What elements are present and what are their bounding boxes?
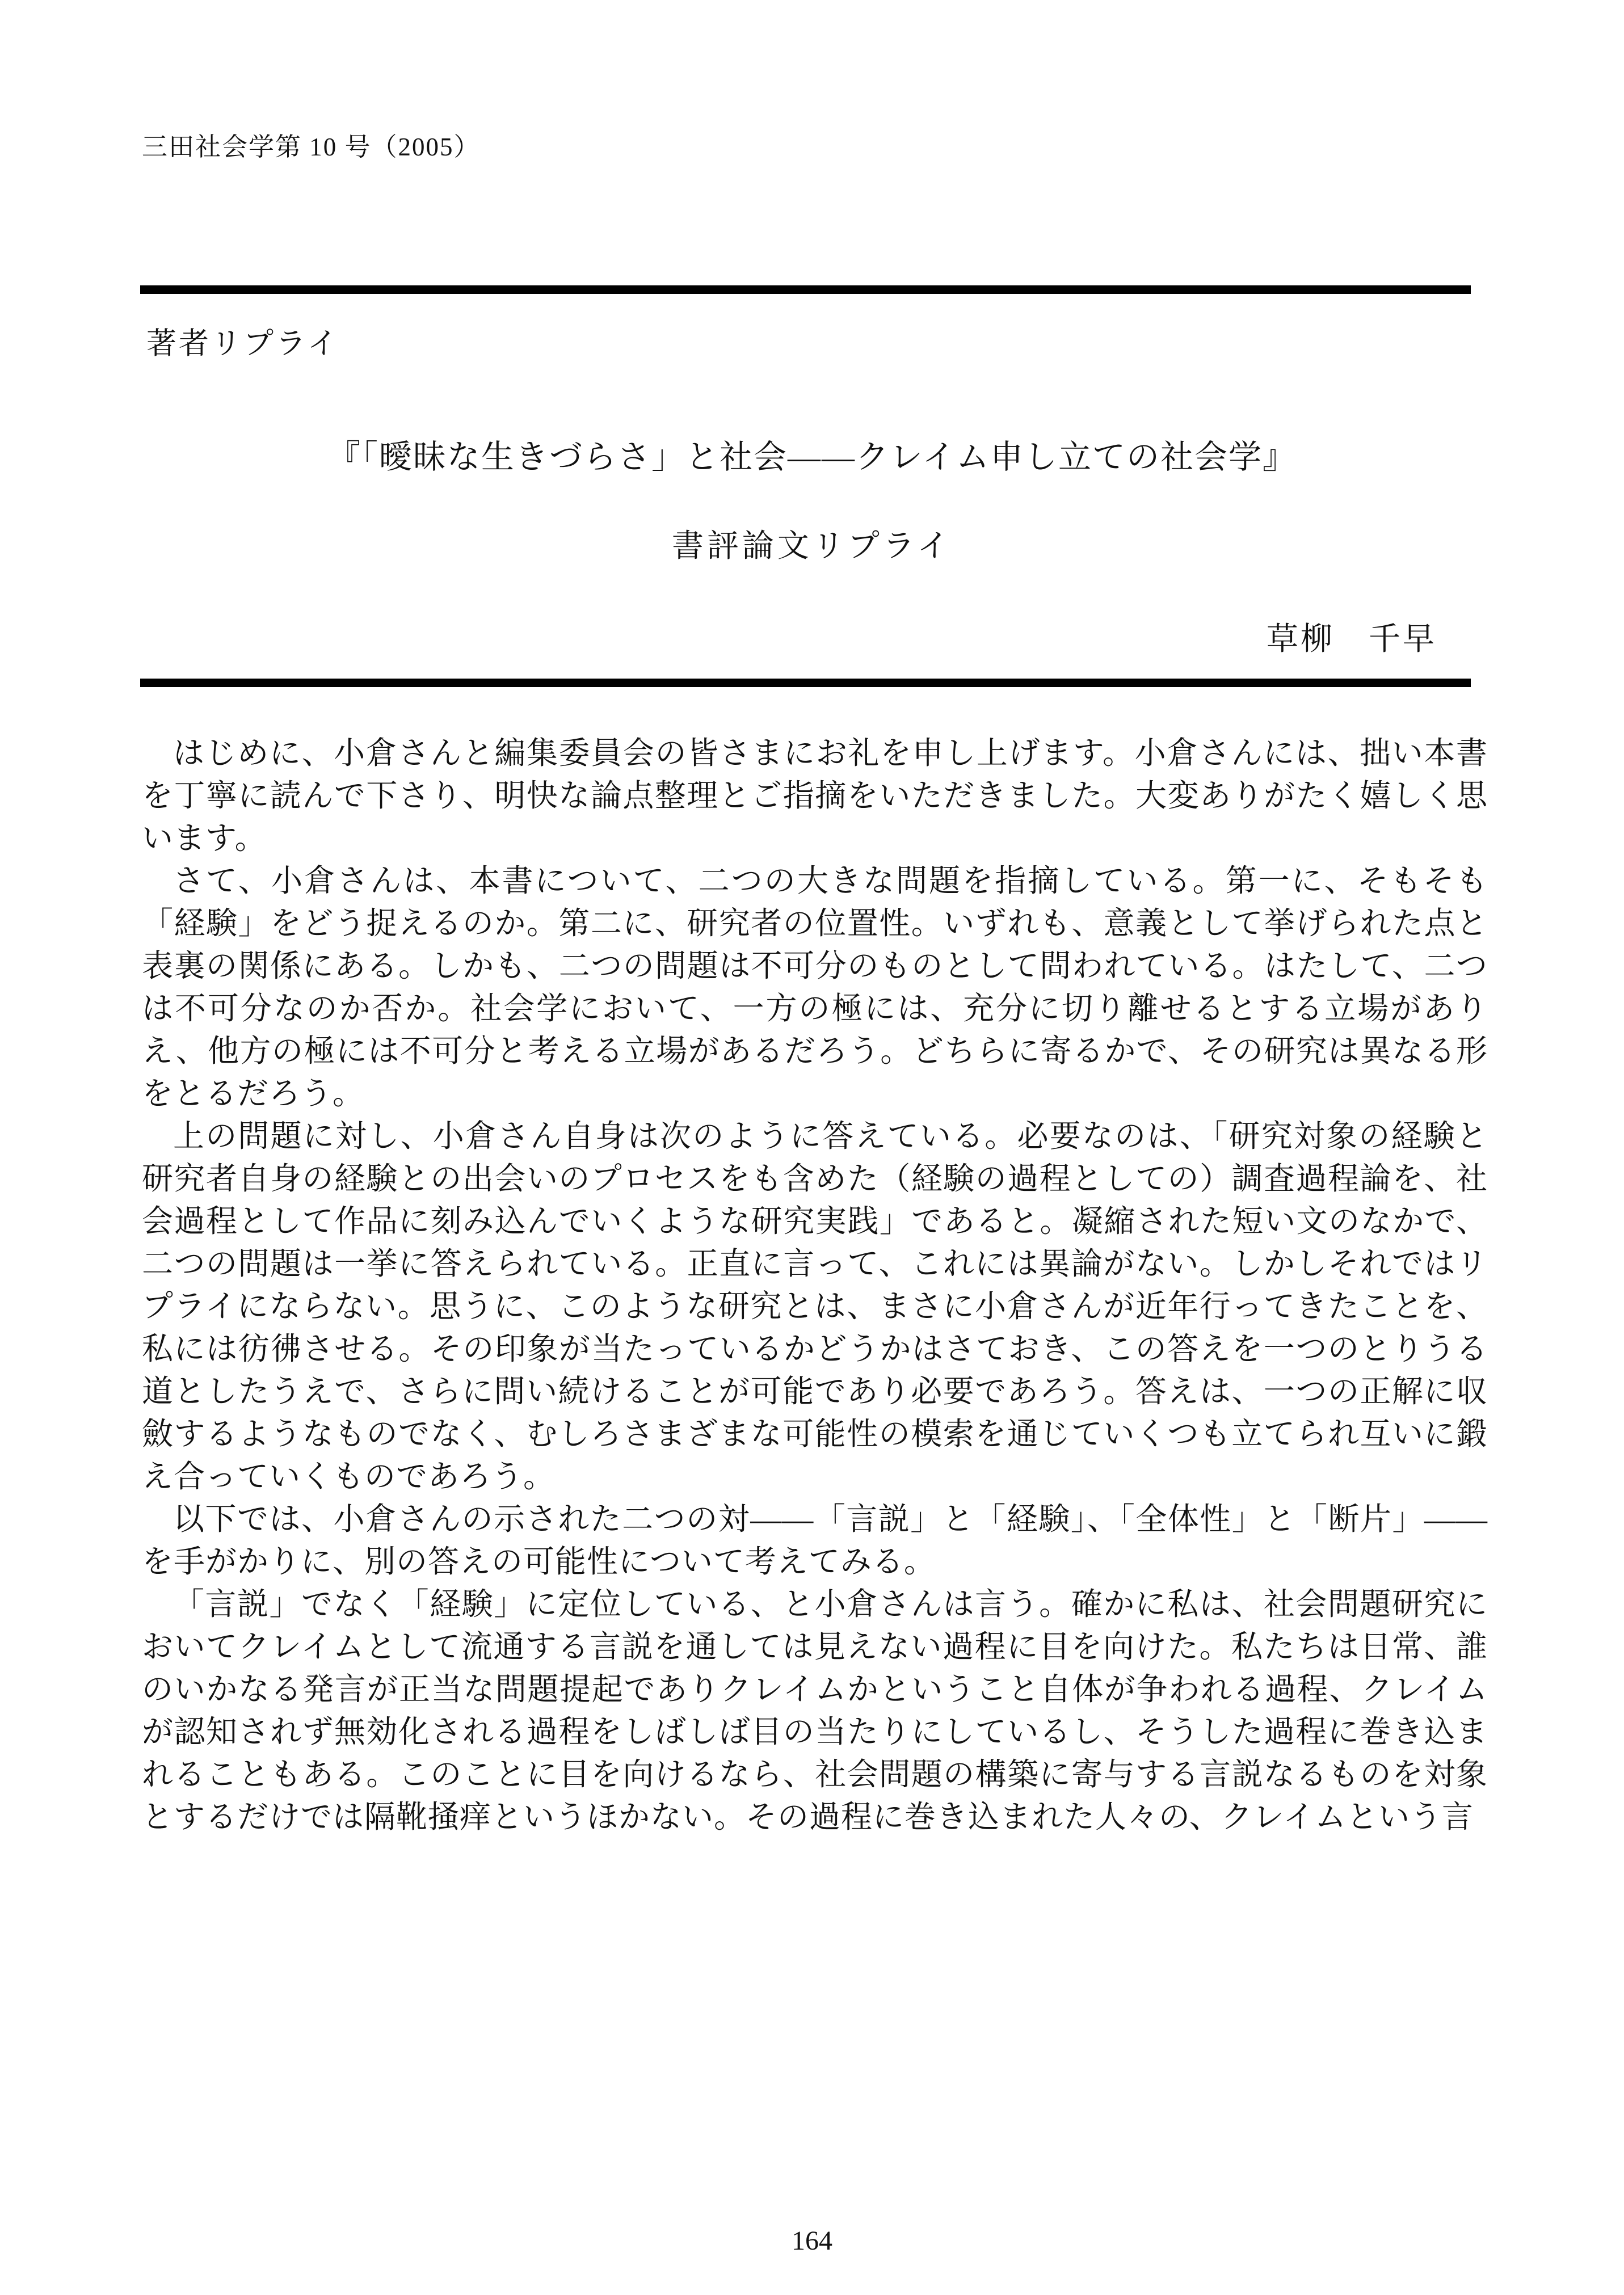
article-subtitle: 書評論文リプライ bbox=[671, 529, 953, 564]
journal-header: 三田社会学第 10 号（2005） bbox=[142, 133, 481, 161]
paragraph-2: さて、小倉さんは、本書について、二つの大きな問題を指摘している。第一に、そもそも「経験」をどう捉えるのか。第二に、研究者の位置性。いずれも、意義として挙げられた点と表裏の関係にある。しかも、二つの問題は不可分のものとして問われている。はたして、二つは不可分なのか否か。社会学において、一方の極には、充分に切り離せるとする立場がありえ、他方の極には不可分と考える立場があるだろう。どちらに寄るかで、その研究は異なる形をとるだろう。 bbox=[142, 864, 1488, 1111]
top-rule bbox=[140, 285, 1471, 294]
article-title: 『「曖昧な生きづらさ」と社会――クレイム申し立ての社会学』 bbox=[327, 439, 1297, 475]
article-body bbox=[142, 732, 1488, 1838]
bottom-rule bbox=[140, 679, 1471, 687]
paragraph-3: 上の問題に対し、小倉さん自身は次のように答えている。必要なのは、「研究対象の経験と研究者自身の経験との出会いのプロセスをも含めた（経験の過程としての）調査過程論を、社会過程として作品に刻み込んでいくような研究実践」であると。凝縮された短い文のなかで、二つの問題は一挙に答えられている。正直に言って、これには異論がない。しかしそれではリプライにならない。思うに、このような研究とは、まさに小倉さんが近年行ってきたことを、私には彷彿させる。その印象が当たっているかどうかはさておき、この答えを一つのとりうる道としたうえで、さらに問い続けることが可能であり必要であろう。答えは、一つの正解に収斂するようなものでなく、むしろさまざまな可能性の模索を通じていくつも立てられ互いに鍛え合っていくものであろう。 bbox=[142, 1119, 1488, 1494]
paragraph-1: はじめに、小倉さんと編集委員会の皆さまにお礼を申し上げます。小倉さんには、拙い本書を丁寧に読んで下さり、明快な論点整理とご指摘をいただきました。大変ありがたく嬉しく思います。 bbox=[142, 736, 1488, 856]
author-name: 草柳 千早 bbox=[1267, 622, 1437, 657]
paragraph-5: 「言説」でなく「経験」に定位している、と小倉さんは言う。確かに私は、社会問題研究においてクレイムとして流通する言説を通しては見えない過程に目を向けた。私たちは日常、誰のいかなる発言が正当な問題提起でありクレイムかということ自体が争われる過程、クレイムが認知されず無効化される過程をしばしば目の当たりにしているし、そうした過程に巻き込まれることもある。このことに目を向けるなら、社会問題の構築に寄与する言説なるものを対象とするだけでは隔靴掻痒というほかない。その過程に巻き込まれた人々の、クレイムという言 bbox=[142, 1587, 1488, 1834]
section-label: 著者リプライ bbox=[146, 327, 340, 360]
paragraph-4: 以下では、小倉さんの示された二つの対――「言説」と「経験」、「全体性」と「断片」――を手がかりに、別の答えの可能性について考えてみる。 bbox=[142, 1502, 1488, 1579]
page-number: 164 bbox=[792, 2226, 832, 2256]
